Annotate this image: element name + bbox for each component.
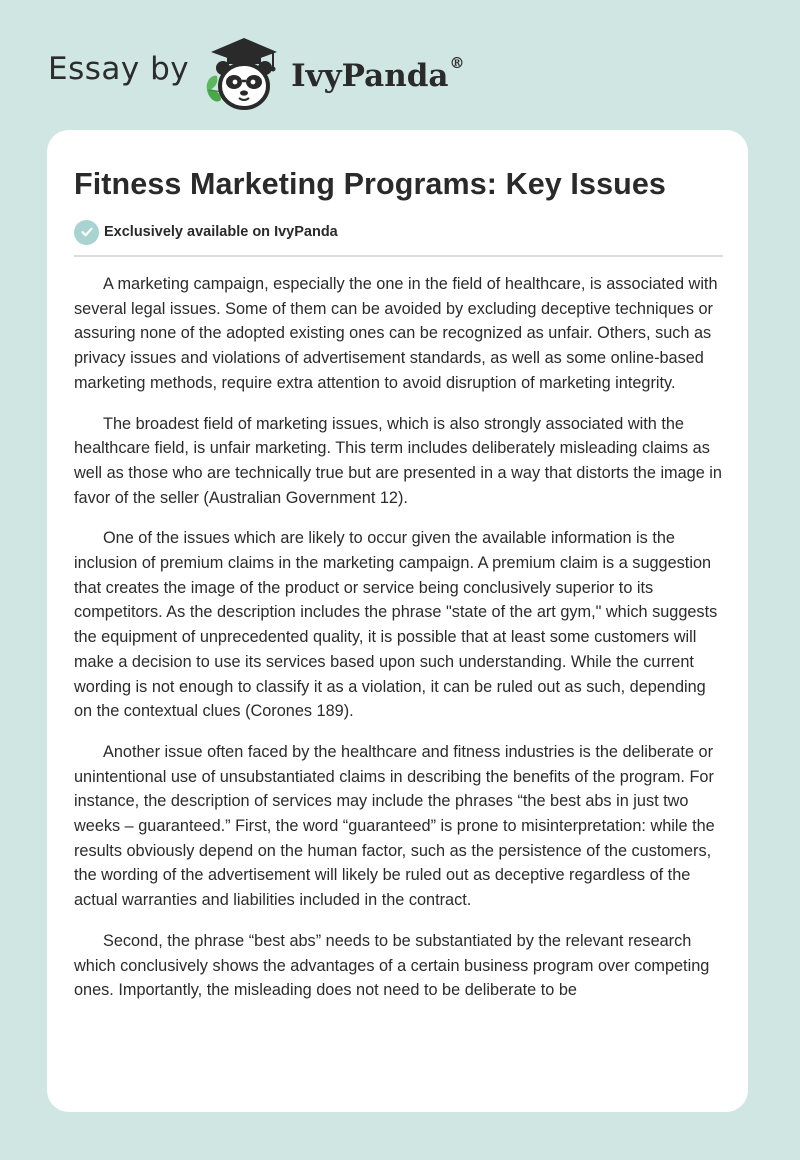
paragraph: A marketing campaign, especially the one in the field of healthcare, is associated with several legal issues. Some of them can be avoided by excluding deceptive techniques or assuring none of the adopted existing ones can be recognized as unfair. Others, such as privacy issues and violations of advertisement standards, as well as some online-based marketing methods, require extra attention to avoid disruption of marketing integrity. (74, 275, 718, 392)
registered-mark: ® (449, 54, 465, 72)
brand-prefix: Essay by (48, 51, 190, 87)
checkmark-icon (74, 220, 99, 245)
essay-body (74, 272, 722, 1003)
essay-card (47, 130, 748, 1112)
panda-graduate-icon (203, 36, 285, 112)
brand-logo[interactable] (48, 34, 465, 114)
exclusive-badge (74, 219, 722, 245)
paragraph: The broadest field of marketing issues, which is also strongly associated with the healthcare field, is unfair marketing. This term includes deliberately misleading claims as well as those who are technically true but are presented in a way that distorts the image in favor of the seller (Australian Government 12). (74, 414, 722, 507)
badge-text: Exclusively available on IvyPanda (104, 224, 338, 240)
brand-name: IvyPanda® (291, 54, 465, 94)
paragraph: One of the issues which are likely to occur given the available information is the inclusion of premium claims in the marketing campaign. A premium claim is a suggestion that creates the image of the product or service being conclusively superior to its competitors. As the description includes the phrase "state of the art gym," which suggests the equipment of unprecedented quality, it is possible that at least some customers will make a decision to use its services based upon such understanding. While the current wording is not enough to classify it as a violation, it can be ruled out as such, depending on the contextual clues (Corones 189). (74, 529, 718, 721)
paragraph: Another issue often faced by the healthcare and fitness industries is the deliberate or unintentional use of unsubstantiated claims in describing the benefits of the program. For instance, the description of services may include the phrases “the best abs in just two weeks – guaranteed.” First, the word “guaranteed” is prone to misinterpretation: while the results obviously depend on the human factor, such as the persistence of the customers, the wording of the advertisement will likely be ruled out as deceptive regardless of the actual warranties and liabilities included in the contract. (74, 742, 715, 910)
paragraph: Second, the phrase “best abs” needs to be substantiated by the relevant research which conclusively shows the advantages of a certain business program over competing ones. Importantly, the misleading does not need to be deliberate to be (74, 931, 710, 1000)
divider (74, 255, 723, 257)
essay-title: Fitness Marketing Programs: Key Issues (74, 167, 666, 201)
